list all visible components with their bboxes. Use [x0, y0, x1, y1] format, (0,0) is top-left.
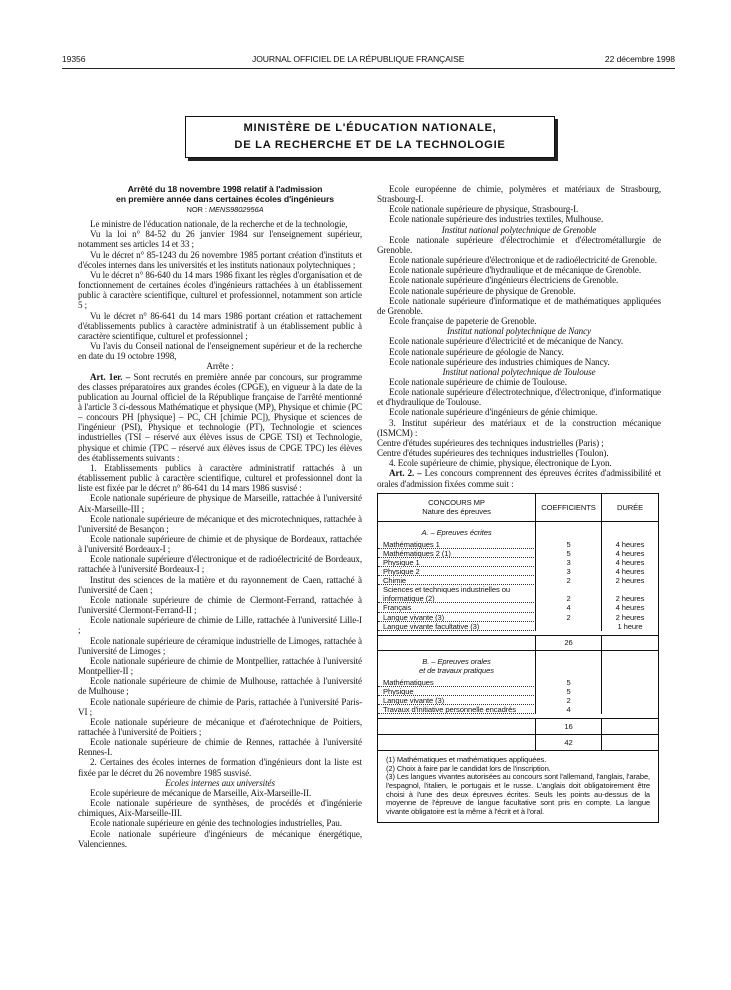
arrete-label: Arrête :: [206, 361, 234, 372]
article-2-text: Les concours comprennent des épreuves écrites d'admissibilité et orales d'admission fixées comme suit :: [377, 468, 661, 489]
row-duree: 2 heures: [615, 612, 645, 622]
nor-label: NOR :: [186, 205, 207, 214]
section-b-body: [378, 651, 658, 678]
row-coef: 5: [536, 678, 602, 687]
header-coefficients: COEFFICIENTS: [536, 494, 602, 521]
school-item: Ecole nationale supérieure de chimie de Paris, rattachée à l'université Paris-VI ;: [78, 696, 362, 717]
school-item: Centre d'études supérieures des techniques industrielles (Toulon).: [377, 448, 609, 459]
footnote-2: (2) Choix à faire par le candidat lors de l'inscription.: [386, 763, 551, 773]
row-coef: 3: [536, 558, 602, 567]
row-coef: [536, 622, 602, 631]
section-4: 4. Ecole supérieure de chimie, physique, électronique de Lyon.: [389, 458, 612, 469]
school-item: Ecole nationale supérieure en génie des technologies industrielles, Pau.: [90, 818, 342, 829]
row-coef: 2: [536, 576, 602, 585]
header-rule: [62, 68, 675, 69]
row-label: Mathématiques 1: [383, 539, 440, 549]
school-item: Ecole nationale supérieure d'électrochimie et d'électrométallurgie de Grenoble.: [377, 234, 661, 255]
row-duree: [602, 705, 658, 714]
visa-decret-86-640: Vu le décret n° 86-640 du 14 mars 1986 fixant les règles d'organisation et de fonctionnement de certaines écoles d'ingénieurs rattachées à un établissement public à caractère scientifique, culturel et professionnel, notamment son article 5 ;: [78, 269, 362, 311]
row-duree: 2 heures: [615, 576, 645, 586]
page-number: 19356: [62, 54, 86, 64]
issue-date: 22 décembre 1998: [604, 54, 675, 64]
section-a-total-row: [378, 635, 658, 651]
footnote-1: (1) Mathématiques et mathématiques appliquées.: [386, 755, 547, 765]
ministry-line-1: MINISTÈRE DE L'ÉDUCATION NATIONALE,: [243, 122, 497, 134]
section-b-title-1: B. – Epreuves orales: [422, 656, 491, 666]
row-duree: 4 heures: [615, 548, 645, 558]
school-item: Ecole nationale supérieure d'ingénieurs électriciens de Grenoble.: [389, 275, 619, 286]
school-item: Ecole supérieure de mécanique de Marseille, Aix-Marseille-II.: [90, 787, 312, 798]
school-item: Ecole nationale supérieure de chimie de Toulouse.: [389, 376, 567, 387]
section-2-intro: 2. Certaines des écoles internes de formation d'ingénieurs dont la liste est fixée par le décret du 26 novembre 1985 susvisé.: [78, 757, 362, 778]
right-column: [377, 184, 661, 823]
row-label: Mathématiques 2 (1): [383, 548, 451, 558]
row-label: Langue vivante facultative (3): [383, 621, 480, 631]
row-coef: 5: [536, 687, 602, 696]
table-row: [378, 549, 658, 558]
school-item: Ecole nationale supérieure des industries textiles, Mulhouse.: [389, 214, 604, 225]
school-item: Ecole nationale supérieure de mécanique et des microtechniques, rattachée à l'université de Besançon ;: [78, 513, 362, 534]
left-column: [78, 184, 362, 849]
row-duree: 1 heure: [617, 621, 643, 631]
row-coef: 4: [536, 705, 602, 714]
row-duree: [602, 687, 658, 696]
section-3: 3. Institut supérieur des matériaux et de la construction mécanique (ISMCM) :: [377, 417, 661, 438]
section-b-total-row: [378, 718, 658, 734]
school-item: Ecole nationale supérieure de géologie de Nancy.: [389, 346, 564, 357]
header-concours: CONCOURS MP: [428, 498, 485, 508]
section-b-rows: [378, 678, 658, 714]
nor-reference: [78, 205, 362, 215]
table-row: [378, 558, 658, 567]
section-a-rows-2: [378, 603, 658, 630]
nor-value: MENS9802956A: [208, 205, 264, 214]
decree-title-2: en première année dans certaines écoles d'ingénieurs: [115, 194, 334, 204]
school-item: Ecole nationale supérieure d'électronique et de radioélectricité de Bordeaux, rattachée à l'université Bordeaux-I ;: [78, 554, 362, 575]
grand-total: 42: [536, 735, 602, 750]
row-duree: 4 heures: [615, 557, 645, 567]
school-item: Ecole nationale supérieure de chimie de Rennes, rattachée à l'université Rennes-I.: [78, 737, 362, 758]
row-label: informatique (2): [383, 594, 435, 604]
row-label: Chimie: [383, 576, 407, 586]
table-row: [378, 613, 658, 622]
table-row: [378, 603, 658, 612]
subheading-ecoles-internes: Ecoles internes aux universités: [165, 777, 275, 788]
row-label: Physique 2: [383, 567, 420, 577]
visa-minister: Le ministre de l'éducation nationale, de la recherche et de la technologie,: [90, 219, 348, 230]
article-1-text: Sont recrutés en première année par concours, sur programme des classes préparatoires aux grandes écoles (CPGE), en vigueur à la date de la publication au Journal officiel de la République française de l'arrêté mentionné à l'article 3 ci-dessous Mathématique et physique (MP), Physique et chimie (PC – concours PH [physique] – PC, CH [chimie PC]), Physique et sciences de l'ingénieur (PSI), Physique et technologie (PT), Technologie et sciences industrielles (TSI – réservé aux élèves issus de CPGE TSI) et Technologie, physique et chimie (TPC – réservé aux élèves issus de CPGE TPC) les élèves des établissements suivants :: [78, 371, 362, 463]
school-item: Ecole nationale supérieure de synthèses, de procédés et d'ingénierie chimiques, Aix-Marseille-III.: [78, 798, 362, 819]
visa-decret-1985: Vu le décret n° 85-1243 du 26 novembre 1985 portant création d'instituts et d'écoles internes dans les universités et les instituts nationaux polytechniques ;: [78, 249, 362, 270]
school-item: Ecole nationale supérieure d'ingénieurs de génie chimique.: [389, 407, 598, 418]
row-label: Langue vivante (3): [383, 696, 445, 706]
visa-loi: Vu la loi n° 84-52 du 26 janvier 1984 sur l'enseignement supérieur, notamment ses articles 14 et 33 ;: [78, 229, 362, 250]
journal-title: JOURNAL OFFICIEL DE LA RÉPUBLIQUE FRANÇAISE: [252, 54, 465, 64]
row-duree: 2 heures: [615, 594, 645, 604]
decree-title-1: Arrêté du 18 novembre 1998 relatif à l'admission: [127, 184, 323, 194]
section-b-total: 16: [536, 719, 602, 735]
table-row: [378, 705, 658, 714]
school-item: Ecole nationale supérieure de chimie de Lille, rattachée à l'université Lille-I ;: [78, 615, 362, 636]
school-item: Ecole nationale supérieure de physique, Strasbourg-I.: [389, 204, 579, 215]
school-item: Ecole française de papeterie de Grenoble.: [389, 316, 537, 327]
section-a-title: [378, 522, 535, 540]
row-duree: 4 heures: [615, 539, 645, 549]
table-footnotes: [378, 750, 658, 822]
table-row: [378, 540, 658, 549]
school-item: Ecole nationale supérieure de chimie et de physique de Bordeaux, rattachée à l'université Bordeaux-I ;: [78, 534, 362, 555]
school-item: Centre d'études supérieures des techniques industrielles (Paris) ;: [377, 437, 604, 448]
section-b-title: [378, 651, 535, 678]
school-item: Ecole nationale supérieure d'ingénieurs de mécanique énergétique, Valenciennes.: [78, 828, 362, 849]
school-item: Ecole nationale supérieure de céramique industrielle de Limoges, rattachée à l'université de Limoges ;: [78, 635, 362, 656]
row-label: Travaux d'initiative personnelle encadrés: [383, 705, 516, 715]
school-item: Ecole nationale supérieure de chimie de Montpellier, rattachée à l'université Montpellier-II ;: [78, 655, 362, 677]
school-item: Ecole nationale supérieure d'hydraulique et de mécanique de Grenoble.: [389, 265, 642, 276]
school-item: Ecole nationale supérieure d'électricité et de mécanique de Nancy.: [389, 336, 624, 347]
school-item: Institut des sciences de la matière et du rayonnement de Caen, rattaché à l'université de Caen ;: [78, 574, 362, 595]
table-row: [378, 678, 658, 687]
table-row: [378, 576, 658, 585]
school-item: Ecole nationale supérieure de physique de Grenoble.: [389, 285, 576, 296]
concours-mp-table: [377, 493, 659, 824]
row-coef: 2: [536, 696, 602, 705]
table-row: [378, 687, 658, 696]
section-a-body: [378, 522, 658, 540]
row-duree: [602, 678, 658, 687]
section-a-total: 26: [536, 635, 602, 651]
row-duree: 4 heures: [615, 603, 645, 613]
row-label: Français: [383, 603, 412, 613]
footnote-3: (3) Les langues vivantes autorisées au concours sont l'allemand, l'anglais, l'arabe, l'espagnol, l'italien, le portugais et le russe. L'anglais doit obligatoirement être choisi à l'une des deux épreuves écrites. Seuls les points au-dessus de la moyenne de l'épreuve de langue facultative sont pris en compte. La langue vivante obligatoire est la même à l'écrit et à l'oral.: [386, 772, 650, 816]
school-item: Ecole nationale supérieure de chimie de Clermont-Ferrand, rattachée à l'université Clermont-Ferrand-II ;: [78, 594, 362, 616]
row-duree: [602, 696, 658, 705]
subheading-inp-toulouse: Institut national polytechnique de Toulouse: [442, 366, 596, 377]
table-row: [378, 622, 658, 631]
school-item: Ecole nationale supérieure de chimie de Mulhouse, rattachée à l'université de Mulhouse ;: [78, 676, 362, 697]
row-coef: 4: [536, 603, 602, 612]
article-2: [377, 468, 661, 488]
row-duree: 4 heures: [615, 567, 645, 577]
subheading-inp-grenoble: Institut national polytechnique de Grenoble: [441, 224, 597, 235]
table-row: [378, 696, 658, 705]
table-row: [378, 594, 658, 603]
row-coef: 5: [536, 540, 602, 549]
visa-avis: Vu l'avis du Conseil national de l'enseignement supérieur et de la recherche en date du 19 octobre 1998,: [78, 341, 362, 362]
table-row: [378, 567, 658, 576]
ministry-box: [185, 116, 555, 158]
ministry-line-2: DE LA RECHERCHE ET DE LA TECHNOLOGIE: [234, 139, 506, 151]
row-label: Sciences et techniques industrielles ou: [383, 585, 510, 595]
school-item: Ecole nationale supérieure d'électrotechnique, d'électronique, d'informatique et d'hydraulique de Toulouse.: [377, 387, 661, 408]
row-label: Physique 1: [383, 557, 420, 567]
row-label: Physique: [383, 687, 414, 696]
page-header: [62, 54, 675, 66]
row-label: Mathématiques: [383, 677, 434, 687]
article-1: [78, 372, 362, 463]
school-item: Ecole nationale supérieure d'électronique et de radioélectricité de Grenoble.: [389, 255, 657, 266]
row-coef: 2: [536, 594, 602, 603]
header-duree: DURÉE: [616, 502, 644, 512]
article-2-label: Art. 2. –: [389, 468, 422, 479]
subheading-inp-nancy: Institut national polytechnique de Nancy: [447, 326, 591, 337]
section-b-title-2: et de travaux pratiques: [419, 665, 494, 675]
header-nature: [378, 494, 536, 521]
row-label: Langue vivante (3): [383, 612, 445, 622]
school-item: Ecole européenne de chimie, polymères et matériaux de Strasbourg, Strasbourg-I.: [377, 184, 661, 205]
row-coef: 5: [536, 549, 602, 558]
table-row: [378, 585, 658, 594]
section-1-intro: 1. Etablissements publics à caractère administratif rattachés à un établissement public à caractère scientifique, culturel et professionnel dont la liste est fixée par le décret n° 86-641 du 14 mars 1986 susvisé :: [78, 462, 362, 494]
table-header: [378, 494, 658, 522]
header-nature-label: Nature des épreuves: [422, 507, 491, 517]
row-coef: 3: [536, 567, 602, 576]
school-item: Ecole nationale supérieure d'informatique et de mathématiques appliquées de Grenoble.: [377, 295, 661, 316]
visa-decret-86-641: Vu le décret n° 86-641 du 14 mars 1986 portant création et rattachement d'établissements publics à caractère administratif à un établissement public à caractère scientifique, culturel et professionnel ;: [78, 310, 362, 341]
school-item: Ecole nationale supérieure des industries chimiques de Nancy.: [389, 356, 610, 367]
row-coef: 2: [536, 613, 602, 622]
article-1-label: Art. 1er. –: [90, 371, 131, 382]
school-item: Ecole nationale supérieure de mécanique et d'aérotechnique de Poitiers, rattachée à l'université de Poitiers ;: [78, 716, 362, 737]
grand-total-row: [378, 734, 658, 750]
section-a-rows: [378, 540, 658, 585]
section-a-title-text: A. – Epreuves écrites: [421, 527, 492, 537]
school-item: Ecole nationale supérieure de physique de Marseille, rattachée à l'université Aix-Marseille-III ;: [78, 493, 362, 514]
